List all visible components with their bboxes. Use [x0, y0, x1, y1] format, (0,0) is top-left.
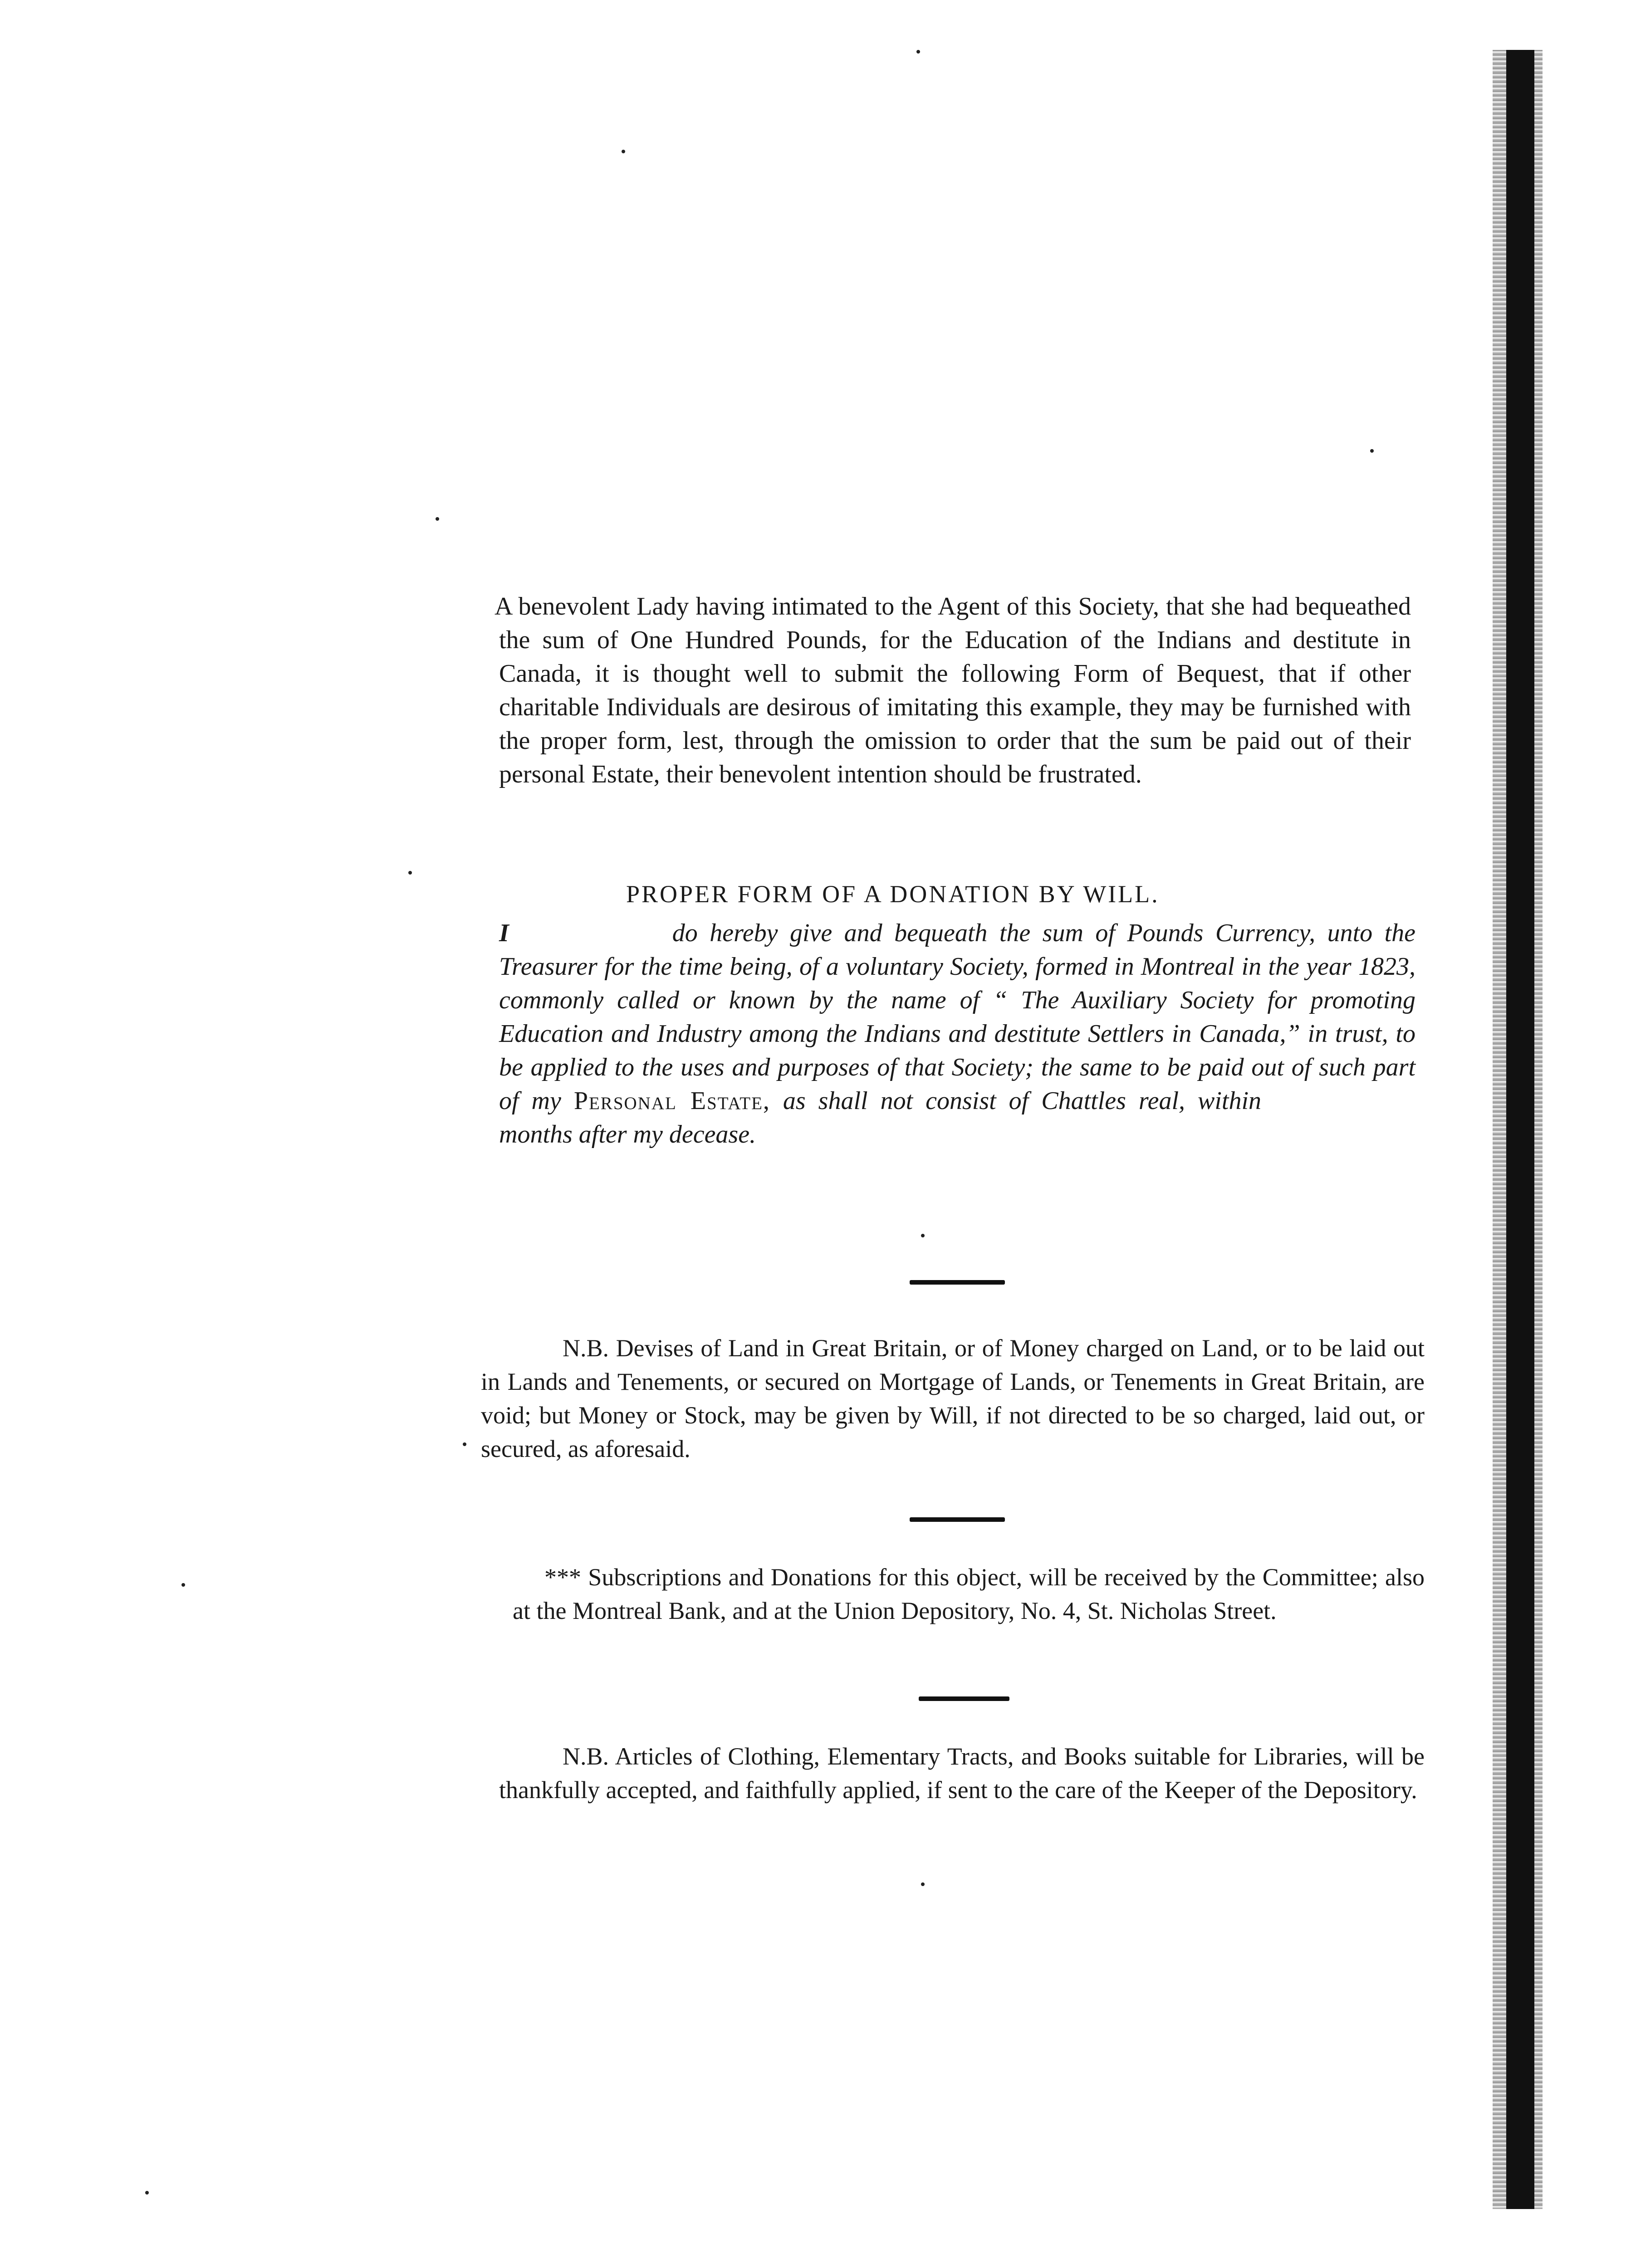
scan-speck — [1370, 449, 1374, 453]
intro-paragraph — [495, 590, 1411, 791]
divider-rule — [910, 1517, 1005, 1522]
form-estate: Personal Estate, — [573, 1087, 770, 1115]
scan-speck — [436, 517, 439, 521]
scan-speck — [622, 150, 625, 153]
form-part3: as shall not consist of Chattles real, within — [783, 1087, 1262, 1115]
scan-speck — [916, 50, 920, 54]
donation-form-text — [499, 916, 1415, 1151]
subscriptions-paragraph — [513, 1560, 1425, 1628]
scan-speck — [181, 1583, 185, 1587]
scan-speck — [921, 1882, 925, 1886]
nb-devises-paragraph — [481, 1331, 1425, 1466]
form-part1: do hereby give and bequeath the sum of — [672, 919, 1115, 947]
form-part2: Pounds Currency, unto the Treasurer for the time being, of a voluntary Society, formed in Montreal in the year 1823, commonly called or known by the name of “ The Auxiliary Society for promoting Education and Industry among the Indians and destitute Settlers in Canada,” in trust, to be applied to the uses and purposes of that Society; the same to be paid out of such part of my — [499, 919, 1416, 1115]
scan-speck — [921, 1234, 925, 1237]
divider-rule — [910, 1280, 1005, 1285]
binding-edge — [1506, 50, 1534, 2209]
divider-rule — [919, 1696, 1009, 1701]
scan-speck — [408, 871, 412, 875]
nb-articles-paragraph — [499, 1740, 1425, 1807]
form-heading: PROPER FORM OF A DONATION BY WILL. — [626, 880, 1160, 908]
scan-speck — [463, 1442, 466, 1446]
nb-devises-text: N.B. Devises of Land in Great Britain, or of Money charged on Land, or to be laid out in Lands and Tenements, or secured on Mortgage of Lands, or Tenements in Great Britain, are void; but Money or Stock, may be given by Will, if not directed to be so charged, laid out, or secured, as aforesaid. — [481, 1334, 1425, 1462]
scan-speck — [145, 2191, 149, 2195]
intro-text: A benevolent Lady having intimated to the Agent of this Society, that she had bequeathed the sum of One Hundred Pounds, for the Education of the Indians and destitute in Canada, it is thought well to submit the following Form of Bequest, that if other charitable Individuals are desirous of imitating this example, they may be furnished with the proper form, lest, through the omission to order that the sum be paid out of their personal Estate, their benevolent intention should be frustrated. — [495, 592, 1411, 788]
form-opening: I — [499, 919, 509, 947]
subscriptions-text: *** Subscriptions and Donations for this object, will be received by the Committee; also at the Montreal Bank, and at the Union Depository, No. 4, St. Nicholas Street. — [513, 1564, 1425, 1624]
nb-articles-text: N.B. Articles of Clothing, Elementary Tracts, and Books suitable for Libraries, will be thankfully accepted, and faithfully applied, if sent to the care of the Keeper of the Depository. — [499, 1743, 1425, 1804]
form-part4: months after my decease. — [499, 1120, 756, 1149]
